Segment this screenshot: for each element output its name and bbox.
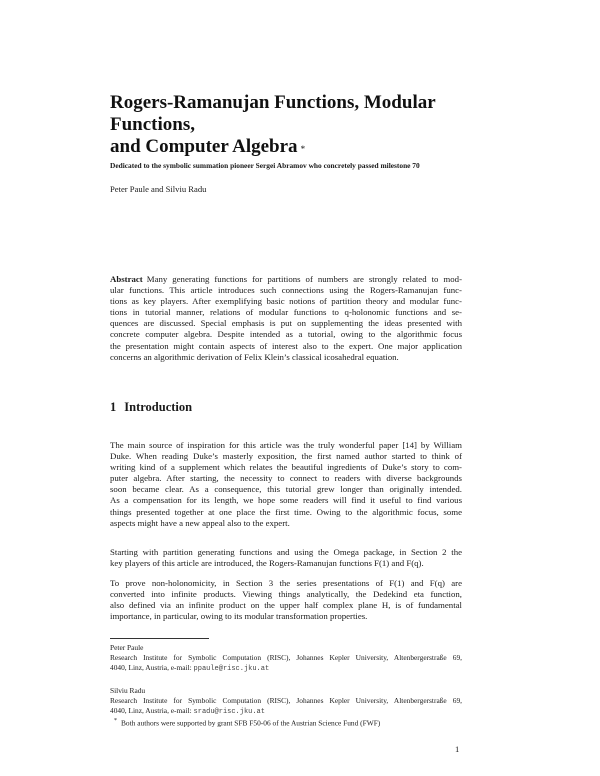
address-text: 4040, Linz, Austria, e-mail:	[110, 663, 194, 672]
email-link[interactable]: sradu@risc.jku.at	[193, 708, 265, 716]
abstract-label: Abstract	[110, 274, 143, 284]
section-heading	[110, 400, 462, 415]
text-line: aspects might have a new appeal also to the expert.	[110, 517, 290, 528]
abstract-text: Many generating functions for partitions of numbers are strongly related to mod-	[146, 274, 462, 284]
paragraph-1	[110, 440, 462, 529]
abstract	[110, 274, 462, 363]
text-line: soon became clear. As a consequence, this tutorial grew longer than originally intended.	[110, 484, 462, 495]
author-affiliation: Research Institute for Symbolic Computation (RISC), Johannes Kepler University, Altenbergerstraße 69,	[110, 696, 462, 705]
footnote-author-1	[110, 643, 462, 674]
text-line: tions as key players. After exemplifying basic notions of partition theory and modular func-	[110, 296, 462, 307]
text-line: ular functions. This article introduces such connections using the Rogers-Ramanujan func-	[110, 285, 462, 296]
author-name: Peter Paule	[110, 643, 144, 652]
authors: Peter Paule and Silviu Radu	[110, 184, 207, 194]
page-number: 1	[455, 744, 460, 754]
dedication: Dedicated to the symbolic summation pioneer Sergei Abramov who concretely passed milestone 70	[110, 161, 420, 170]
footnote-divider	[110, 638, 209, 639]
author-address	[110, 663, 462, 674]
text-line: As a compensation for its length, we hope some readers will find it useful to find various	[110, 495, 462, 506]
funding-mark: *	[114, 718, 117, 724]
title-line-2-text: and Computer Algebra	[110, 136, 298, 157]
footnote-author-2	[110, 686, 462, 717]
title-footnote-mark: *	[300, 144, 306, 154]
email-link[interactable]: ppaule@risc.jku.at	[193, 665, 270, 673]
author-name: Silviu Radu	[110, 686, 146, 695]
funding-text: Both authors were supported by grant SFB F50-06 of the Austrian Science Fund (FWF)	[121, 718, 381, 728]
text-line	[110, 274, 462, 285]
text-line: concrete computer algebra. Despite intended as a tutorial, owing to the algorithmic focus	[110, 329, 462, 340]
text-line: concerns an algorithmic derivation of Felix Klein’s classical icosahedral equation.	[110, 351, 399, 362]
author-affiliation: Research Institute for Symbolic Computation (RISC), Johannes Kepler University, Altenbergerstraße 69,	[110, 653, 462, 662]
text-line: Duke. When reading Duke’s masterly exposition, the first named author started to think of	[110, 451, 462, 462]
text-line: key players of this article are introduced, the Rogers-Ramanujan functions F(1) and F(q).	[110, 558, 424, 569]
address-text: 4040, Linz, Austria, e-mail:	[110, 706, 194, 715]
text-line: The main source of inspiration for this article was the truly wonderful paper [14] by William	[110, 440, 462, 450]
funding-footnote	[114, 716, 466, 728]
text-line: Starting with partition generating functions and using the Omega package, in Section 2 the	[110, 547, 462, 557]
section-title: Introduction	[124, 400, 193, 414]
text-line: things presented together at one place the first time. Owing to the algorithmic focus, some	[110, 506, 462, 517]
paragraph-3	[110, 578, 462, 622]
text-line: converted into infinite products. Viewing things analytically, the Dedekind eta function,	[110, 589, 462, 600]
text-line: puter algebra. After starting, the necessity to connect to readers with diverse backgrounds	[110, 473, 462, 484]
section-number: 1	[110, 400, 117, 414]
paragraph-2	[110, 547, 462, 569]
text-line: also defined via an infinite product on the upper half complex plane H, is of fundamental	[110, 600, 462, 611]
paper-title	[110, 92, 462, 158]
text-line: tions in tutorial manner, relations of modular functions to q-holonomic functions and se-	[110, 307, 462, 318]
title-line-1: Rogers-Ramanujan Functions, Modular Functions,	[110, 92, 436, 135]
text-line: quences are discussed. Special emphasis is put on supplementing the ideas presented with	[110, 318, 462, 329]
text-line: the presentation might contain aspects of interest also to the expert. One major application	[110, 340, 462, 351]
text-line: importance, in particular, owing to its modular transformation properties.	[110, 611, 368, 622]
text-line: writing kind of a supplement which relates the beautiful ingredients of Duke’s story to com-	[110, 462, 462, 473]
title-line-2	[110, 136, 462, 158]
text-line: To prove non-holonomicity, in Section 3 the series presentations of F(1) and F(q) are	[110, 578, 462, 588]
